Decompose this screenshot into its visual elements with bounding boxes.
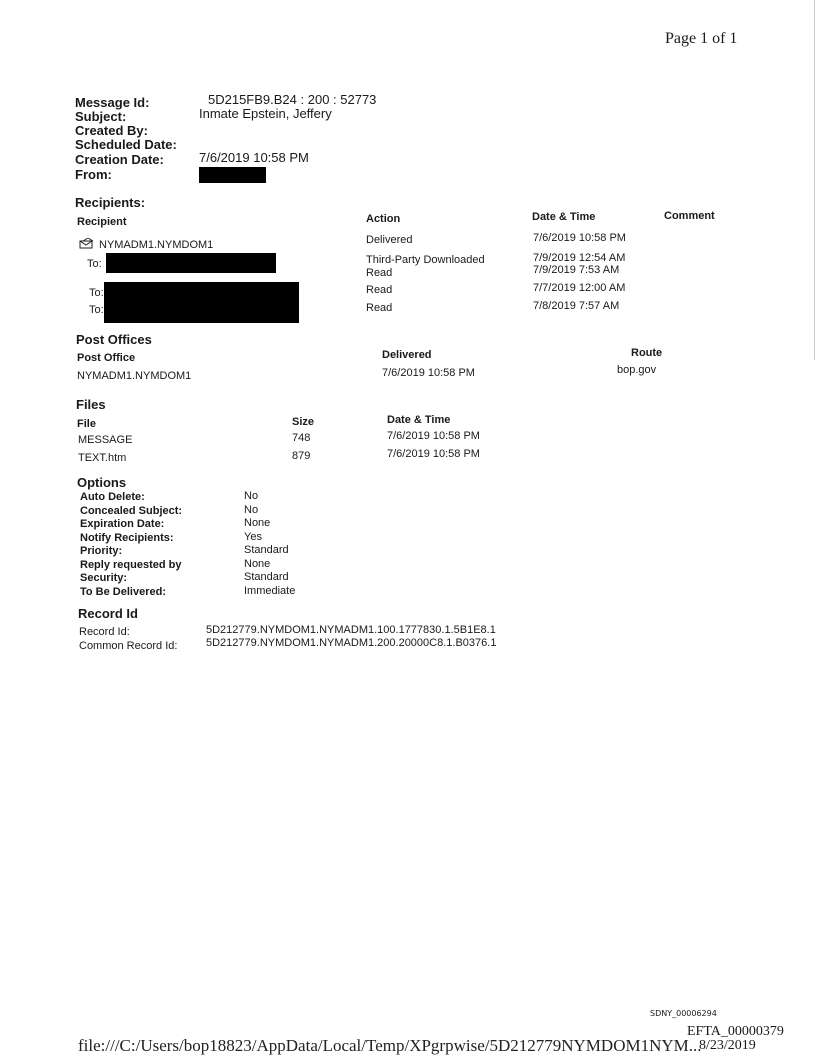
efta-stamp: EFTA_00000379 xyxy=(687,1024,784,1039)
scheduled-date-label: Scheduled Date: xyxy=(75,137,177,152)
option-label: Concealed Subject: xyxy=(80,504,183,517)
option-value: Standard xyxy=(244,571,289,583)
post-office-route: bop.gov xyxy=(617,364,657,376)
delivered-column-header: Delivered xyxy=(382,349,432,361)
post-offices-title: Post Offices xyxy=(76,332,152,347)
option-label: Notify Recipients: xyxy=(80,531,174,544)
option-value: Yes xyxy=(244,530,262,543)
post-office-name: NYMADM1.NYMDOM1 xyxy=(77,370,192,382)
files-title: Files xyxy=(76,397,106,412)
print-date: 8/23/2019 xyxy=(699,1038,756,1053)
file-datetime-column-header: Date & Time xyxy=(387,414,451,426)
option-value: None xyxy=(244,557,271,570)
page-label: Page 1 of 1 xyxy=(665,30,738,47)
subject-label: Subject: xyxy=(75,109,127,124)
datetime-column-header: Date & Time xyxy=(532,211,596,223)
recipient-to-label: To: xyxy=(89,287,104,299)
file-name: TEXT.htm xyxy=(78,452,127,464)
recipient-to-label: To: xyxy=(89,304,104,316)
option-label: To Be Delivered: xyxy=(80,585,166,598)
subject-value: Inmate Epstein, Jeffery xyxy=(199,106,332,121)
options-values xyxy=(244,490,295,598)
recipient-action: Read xyxy=(366,267,393,279)
size-column-header: Size xyxy=(292,416,315,428)
recipient-action: Read xyxy=(366,302,393,314)
creation-date-value: 7/6/2019 10:58 PM xyxy=(199,150,309,165)
recipient-to-label: To: xyxy=(87,258,102,270)
record-id-label: Record Id: xyxy=(79,626,130,638)
file-size: 748 xyxy=(292,432,311,444)
file-datetime: 7/6/2019 10:58 PM xyxy=(387,430,480,442)
options-labels xyxy=(80,491,182,599)
option-label: Auto Delete: xyxy=(80,491,145,503)
record-id-title: Record Id xyxy=(78,606,138,621)
common-record-id-label: Common Record Id: xyxy=(79,640,178,652)
file-path: file:///C:/Users/bop18823/AppData/Local/Temp/XPgrpwise/5D212779NYMDOM1NYM... xyxy=(78,1036,702,1055)
recipient-action: Delivered xyxy=(366,234,413,246)
options-title: Options xyxy=(77,475,127,490)
file-column-header: File xyxy=(77,418,96,430)
option-value: No xyxy=(244,490,259,502)
recipient-name: NYMADM1.NYMDOM1 xyxy=(99,239,214,251)
post-office-delivered: 7/6/2019 10:58 PM xyxy=(382,367,475,379)
message-id-value: 5D215FB9.B24 : 200 : 52773 xyxy=(208,92,377,107)
route-column-header: Route xyxy=(631,347,663,359)
scan-edge-line xyxy=(814,0,815,360)
recipient-row-1 xyxy=(79,238,213,251)
bates-stamp: SDNY_00006294 xyxy=(650,1009,717,1018)
recipient-action: Third-Party Downloaded xyxy=(366,254,485,266)
common-record-id-value: 5D212779.NYMDOM1.NYMADM1.200.20000C8.1.B0376.1 xyxy=(206,637,497,649)
recipient-datetime: 7/7/2019 12:00 AM xyxy=(533,282,626,294)
comment-column-header: Comment xyxy=(664,210,715,222)
option-value: Standard xyxy=(244,544,289,556)
file-name: MESSAGE xyxy=(78,434,133,446)
option-value: No xyxy=(244,503,259,516)
file-size: 879 xyxy=(292,450,311,462)
option-value: Immediate xyxy=(244,584,296,597)
file-datetime: 7/6/2019 10:58 PM xyxy=(387,448,480,460)
recipients-title: Recipients: xyxy=(75,195,146,210)
record-id-value: 5D212779.NYMDOM1.NYMADM1.100.1777830.1.5B1E8.1 xyxy=(206,624,496,636)
created-by-label: Created By: xyxy=(75,123,148,138)
option-label: Reply requested by xyxy=(80,558,182,571)
recipient-column-header: Recipient xyxy=(77,216,127,228)
post-office-column-header: Post Office xyxy=(77,352,136,364)
recipient-datetime: 7/9/2019 12:54 AM xyxy=(533,252,626,264)
creation-date-label: Creation Date: xyxy=(75,152,164,167)
action-column-header: Action xyxy=(366,213,401,225)
option-label: Expiration Date: xyxy=(80,518,165,530)
from-label: From: xyxy=(75,167,112,182)
redaction-recipient-1 xyxy=(106,253,276,273)
option-value: None xyxy=(244,517,271,529)
envelope-icon xyxy=(79,238,94,249)
redaction-recipient-2 xyxy=(104,282,299,323)
redaction-from xyxy=(199,167,266,183)
recipient-datetime: 7/8/2019 7:57 AM xyxy=(533,300,620,312)
recipient-action: Read xyxy=(366,284,393,296)
option-label: Priority: xyxy=(80,545,123,557)
recipient-datetime: 7/6/2019 10:58 PM xyxy=(533,232,626,244)
message-id-label: Message Id: xyxy=(75,95,150,110)
option-label: Security: xyxy=(80,572,128,584)
recipient-datetime: 7/9/2019 7:53 AM xyxy=(533,264,620,276)
